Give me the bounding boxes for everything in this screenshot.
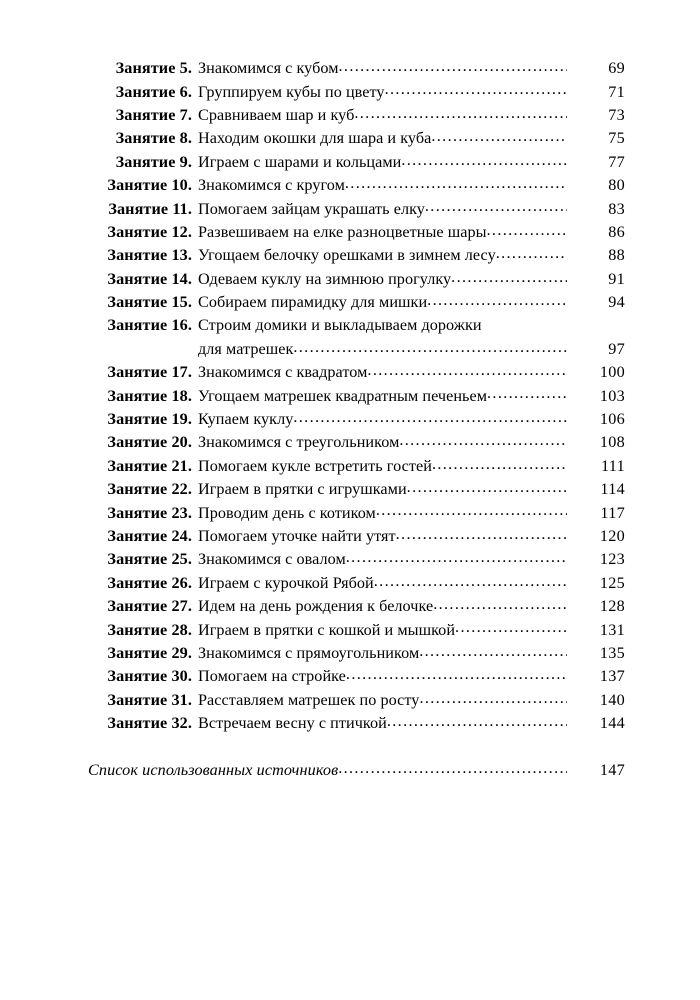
sources-entry[interactable] (0, 759, 700, 782)
toc-entry-label: Занятие 5. (115, 59, 192, 78)
dot-leader (425, 197, 567, 213)
toc-entry-title: Играем с курочкой Рябой (198, 573, 374, 592)
toc-entry[interactable] (0, 408, 700, 431)
toc-entry[interactable] (0, 455, 700, 478)
dot-leader (487, 384, 567, 400)
dot-leader (374, 572, 567, 588)
toc-entry-title: Строим домики и выкладываем дорожки (198, 316, 482, 335)
toc-entry[interactable] (0, 384, 700, 407)
toc-entry-title: Играем в прятки с кошкой и мышкой (198, 620, 456, 639)
toc-entry-title: Угощаем матрешек квадратным печеньем (198, 386, 488, 405)
toc-entry-title: Идем на день рождения к белочке (198, 597, 434, 616)
toc-entry-title: Развешиваем на елке разноцветные шары (198, 222, 487, 241)
toc-entry-page-number: 91 (608, 269, 625, 288)
toc-entry-label: Занятие 31. (107, 690, 192, 709)
toc-entry-label: Занятие 12. (107, 222, 192, 241)
toc-entry[interactable] (0, 642, 700, 665)
toc-entry-label: Занятие 11. (108, 199, 192, 218)
toc-entry-title: Расставляем матрешек по росту (198, 690, 420, 709)
toc-entry[interactable] (0, 712, 700, 735)
toc-entry-page-number: 108 (599, 433, 625, 452)
toc-entry-title: Встречаем весну с птичкой (198, 714, 387, 733)
dot-leader (482, 314, 567, 330)
toc-entry-title: Играем в прятки с игрушками (198, 480, 407, 499)
toc-entry-title: Знакомимся с треугольником (198, 433, 400, 452)
toc-entry-page-number: 80 (608, 176, 625, 195)
dot-leader (387, 712, 567, 728)
toc-entry[interactable] (0, 80, 700, 103)
dot-leader (376, 501, 567, 517)
toc-entry-label: Занятие 32. (107, 714, 192, 733)
toc-entry[interactable] (0, 665, 700, 688)
sources-entry-title: Список использованных источников (88, 760, 339, 779)
toc-entry-label: Занятие 27. (107, 597, 192, 616)
toc-entry-label: Занятие 10. (107, 176, 192, 195)
toc-entry[interactable] (0, 595, 700, 618)
table-of-contents (0, 57, 700, 782)
toc-entry-label: Занятие 18. (107, 386, 192, 405)
toc-entry-label: Занятие 30. (107, 667, 192, 686)
toc-entry-title: Проводим день с котиком (198, 503, 376, 522)
toc-entry-title: Угощаем белочку орешками в зимнем лесу (198, 246, 496, 265)
toc-entry[interactable] (0, 127, 700, 150)
toc-entry-label: Занятие 22. (107, 480, 192, 499)
toc-entry[interactable] (0, 572, 700, 595)
dot-leader (354, 104, 567, 120)
toc-entry-label: Занятие 14. (107, 269, 192, 288)
toc-entry[interactable] (0, 291, 700, 314)
toc-entry-label: Занятие 29. (107, 643, 192, 662)
toc-entry[interactable] (0, 221, 700, 244)
toc-entry[interactable] (0, 151, 700, 174)
toc-entry-page-number: 114 (600, 480, 625, 499)
toc-entry-continuation[interactable] (0, 338, 700, 361)
toc-entry-title: Группируем кубы по цвету (198, 82, 385, 101)
toc-entry[interactable] (0, 501, 700, 524)
toc-entry-page-number: 103 (599, 386, 625, 405)
dot-leader (433, 595, 567, 611)
dot-leader (293, 408, 567, 424)
toc-entry-page-number: 131 (599, 620, 625, 639)
dot-leader (396, 525, 567, 541)
toc-entry-title: Помогаем на стройке (198, 667, 346, 686)
toc-entry-label: Занятие 15. (107, 293, 192, 312)
dot-leader (345, 174, 567, 190)
toc-entry-page-number: 123 (599, 550, 625, 569)
toc-entry-title: Помогаем зайцам украшать елку (198, 199, 425, 218)
toc-entry[interactable] (0, 314, 700, 337)
toc-entry-page-number: 106 (599, 410, 625, 429)
toc-entry[interactable] (0, 525, 700, 548)
dot-leader (455, 618, 567, 634)
toc-entry-label: Занятие 25. (107, 550, 192, 569)
toc-entry-title-line2: для матрешек (198, 339, 294, 358)
toc-entry[interactable] (0, 174, 700, 197)
dot-leader (401, 151, 567, 167)
dot-leader (496, 244, 567, 260)
dot-leader (346, 548, 567, 564)
dot-leader (338, 759, 567, 775)
toc-entry-title: Сравниваем шар и куб (198, 105, 355, 124)
toc-entry-page-number: 100 (599, 363, 625, 382)
toc-entry-page-number: 71 (608, 82, 625, 101)
dot-leader (419, 642, 567, 658)
toc-entry[interactable] (0, 244, 700, 267)
toc-entry-page-number: 125 (599, 573, 625, 592)
toc-entry-title: Находим окошки для шара и куба (198, 129, 432, 148)
toc-entry-label: Занятие 23. (107, 503, 192, 522)
toc-entry-label: Занятие 8. (115, 129, 192, 148)
toc-entry-page-number: 137 (599, 667, 625, 686)
toc-entry[interactable] (0, 268, 700, 291)
toc-entry-page-number: 97 (608, 339, 625, 358)
toc-entry-title: Знакомимся с кубом (198, 59, 339, 78)
dot-leader (431, 127, 567, 143)
toc-entry[interactable] (0, 618, 700, 641)
toc-entry-label: Занятие 20. (107, 433, 192, 452)
dot-leader (419, 689, 567, 705)
toc-entry[interactable] (0, 478, 700, 501)
toc-entry[interactable] (0, 548, 700, 571)
toc-entry-title: Купаем куклу (198, 410, 294, 429)
toc-entry-label: Занятие 26. (107, 573, 192, 592)
dot-leader (427, 291, 567, 307)
toc-entry-page-number: 117 (600, 503, 625, 522)
toc-entry-label: Занятие 16. (107, 316, 192, 335)
dot-leader (432, 455, 567, 471)
toc-entry-page-number: 88 (608, 246, 625, 265)
toc-entry-label: Занятие 7. (115, 105, 192, 124)
toc-entry-title: Знакомимся с прямоугольником (198, 643, 420, 662)
toc-entry[interactable] (0, 689, 700, 712)
toc-entry-page-number: 94 (608, 293, 625, 312)
toc-entry-title: Знакомимся с кругом (198, 176, 345, 195)
toc-entry-title: Помогаем кукле встретить гостей (198, 456, 432, 475)
toc-entry-page-number: 75 (608, 129, 625, 148)
dot-leader (293, 338, 567, 354)
toc-entry-page-number: 128 (599, 597, 625, 616)
toc-entry-page-number: 140 (599, 690, 625, 709)
toc-entry-page-number: 83 (608, 199, 625, 218)
toc-entry-page-number: 111 (601, 456, 625, 475)
toc-entry[interactable] (0, 431, 700, 454)
toc-entry-page-number: 69 (608, 59, 625, 78)
toc-entry-page-number: 73 (608, 105, 625, 124)
toc-entry-title: Одеваем куклу на зимнюю прогулку (198, 269, 452, 288)
dot-leader (487, 221, 567, 237)
toc-entry-label: Занятие 19. (107, 410, 192, 429)
toc-entry-page-number: 135 (599, 643, 625, 662)
dot-leader (367, 361, 567, 377)
dot-leader (346, 665, 567, 681)
toc-entry-page-number: 77 (608, 152, 625, 171)
toc-entry-page-number: 120 (599, 527, 625, 545)
dot-leader (339, 57, 567, 73)
dot-leader (407, 478, 567, 494)
toc-entry-label: Занятие 6. (115, 82, 192, 101)
toc-entry-title: Знакомимся с овалом (198, 550, 346, 569)
toc-entry-page-number: 144 (599, 714, 625, 733)
dot-leader (385, 80, 567, 96)
dot-leader (451, 268, 567, 284)
sources-entry-page-number: 147 (599, 760, 625, 779)
toc-entry-title: Помогаем уточке найти утят (198, 527, 396, 545)
toc-entry-page-number: 86 (608, 222, 625, 241)
toc-entry-title: Собираем пирамидку для мишки (198, 293, 428, 312)
toc-entry-label: Занятие 28. (107, 620, 192, 639)
dot-leader (399, 431, 567, 447)
toc-entry[interactable] (0, 361, 700, 384)
toc-entry-label: Занятие 9. (115, 152, 192, 171)
toc-entry-label: Занятие 24. (107, 527, 192, 545)
toc-entry-title: Играем с шарами и кольцами (198, 152, 402, 171)
toc-entry-label: Занятие 21. (107, 456, 192, 475)
toc-entry[interactable] (0, 197, 700, 220)
toc-entry-label: Занятие 17. (107, 363, 192, 382)
toc-entry[interactable] (0, 104, 700, 127)
toc-entry-label: Занятие 13. (107, 246, 192, 265)
toc-entry-title: Знакомимся с квадратом (198, 363, 368, 382)
toc-entry[interactable] (0, 57, 700, 80)
